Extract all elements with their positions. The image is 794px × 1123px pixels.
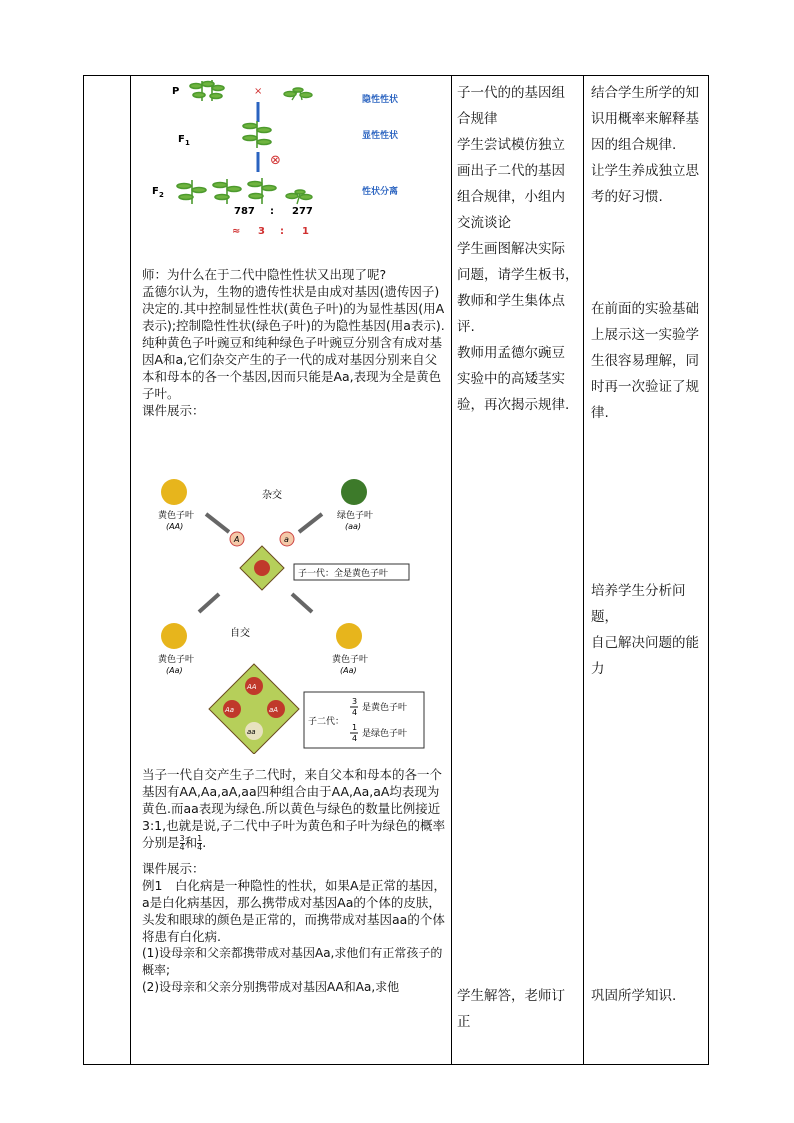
intent-line: 培养学生分析问题， xyxy=(591,583,686,625)
activity-line: 学生尝试模仿独立 xyxy=(457,137,565,153)
activity-line: 交流谈论 xyxy=(457,215,511,231)
svg-text:a: a xyxy=(284,535,289,544)
svg-text::: : xyxy=(280,226,284,236)
activity-line: 学生画图解决实际 xyxy=(457,241,565,257)
svg-text:子一代：全是黄色子叶: 子一代：全是黄色子叶 xyxy=(298,569,389,579)
intent-line: 识用概率来解释基 xyxy=(591,111,699,127)
intent-line: 因的组合规律. xyxy=(591,137,677,153)
activity-line: 评. xyxy=(457,319,475,335)
fraction: $\frac{1}{4}$ xyxy=(197,834,203,852)
f2-paragraph: 当子一代自交产生子二代时，来自父本和母本的各一个基因有AA,Aa,aA,aa四种组合由于AA,Aa,aA均表现为黄色.而aa表现为绿色.所以黄色与绿色的数量比例接近3:1,也就是说,子二代中子叶为黄色和子叶为绿色的概率分别是 $\frac{3}{4}$ 和 $\frac{1}{4}$ . xyxy=(142,767,446,852)
activity-line: 问题，请学生板书， xyxy=(457,267,579,283)
courseware-label: 课件展示： xyxy=(142,861,205,876)
dominant-trait-label: 显性性状 xyxy=(362,131,399,141)
column-divider xyxy=(583,76,584,1064)
intent-line: 在前面的实验基础 xyxy=(591,301,699,317)
arrow-icon xyxy=(206,514,229,532)
intent-line: 生很容易理解，同 xyxy=(591,353,699,369)
svg-text:3: 3 xyxy=(352,697,358,706)
svg-text:(AA): (AA) xyxy=(166,522,184,531)
svg-text:2: 2 xyxy=(159,191,164,199)
activity-line: 画出子二代的基因 xyxy=(457,163,565,179)
ratio-recessive: 1 xyxy=(302,226,309,236)
cotyledon-cross-figure xyxy=(144,464,444,754)
intent-line: 结合学生所学的知 xyxy=(591,85,699,101)
lesson-table xyxy=(83,75,709,1065)
example-1: 例1 白化病是一种隐性的性状，如果A是正常的基因，a是白化病基因，那么携带成对基因Aa的个体的皮肤，头发和眼球的颜色是正常的，而携带成对基因aa的个体将患有白化病. xyxy=(142,878,447,944)
activity-line: 验，再次揭示规律. xyxy=(457,397,570,413)
svg-text:AA: AA xyxy=(247,683,257,691)
activity-line: 子一代的的基因组 xyxy=(457,85,565,101)
activity-line: 教师用孟德尔豌豆 xyxy=(457,345,565,361)
segregation-label: 性状分离 xyxy=(362,187,399,197)
short-plant-icon xyxy=(286,190,312,204)
ratio-dominant: 3 xyxy=(258,226,265,236)
arrow-icon xyxy=(292,594,312,612)
intent-line: 力 xyxy=(591,661,605,677)
recessive-trait-label: 隐性性状 xyxy=(362,95,399,105)
intent-line: 上展示这一实验学 xyxy=(591,327,699,343)
intent-line: 自己解决问题的能 xyxy=(591,635,699,651)
question-2: (2)设母亲和父亲分别携带成对基因AA和Aa,求他 xyxy=(142,980,400,994)
yellow-seed-icon xyxy=(161,623,187,649)
yellow-seed-icon xyxy=(161,479,187,505)
svg-text:(Aa): (Aa) xyxy=(166,666,183,675)
cross-symbol: × xyxy=(254,86,263,97)
intent-line: 巩固所学知识. xyxy=(591,988,677,1004)
arrow-icon xyxy=(199,594,219,612)
activity-line: 教师和学生集体点 xyxy=(457,293,565,309)
svg-text:是黄色子叶: 是黄色子叶 xyxy=(362,703,408,713)
courseware-label: 课件展示： xyxy=(142,403,205,418)
mendel-paragraph: 孟德尔认为，生物的遗传性状是由成对基因(遗传因子)决定的.其中控制显性性状(黄色子叶)的为显性基因(用A表示);控制隐性性状(绿色子叶)的为隐性基因(用a表示).纯种黄色子叶豌豆和纯种绿色子叶豌豆分别含有成对基因A和a,它们杂交产生的子一代的成对基因分别来自父本和母本的各一个基因,因而只能是Aa,表现为全是黄色子叶。 xyxy=(142,284,445,401)
short-plant-icon xyxy=(284,88,312,100)
svg-text:aa: aa xyxy=(247,728,256,736)
explanation-block-2 xyxy=(142,766,448,996)
tall-plant-icon xyxy=(243,121,271,148)
tall-plant-icon xyxy=(190,80,224,101)
count-dominant: 787 xyxy=(234,206,255,217)
column-divider xyxy=(130,76,131,1064)
svg-text:绿色子叶: 绿色子叶 xyxy=(337,511,374,521)
question-1: (1)设母亲和父亲都携带成对基因Aa,求他们有正常孩子的概率; xyxy=(142,946,443,977)
cross-title: 杂交 xyxy=(262,490,282,501)
svg-text:Aa: Aa xyxy=(225,706,235,714)
green-seed-icon xyxy=(341,479,367,505)
svg-text:1: 1 xyxy=(352,723,358,732)
svg-text::: : xyxy=(270,206,274,217)
pea-height-experiment-figure xyxy=(142,76,452,236)
intent-line: 律. xyxy=(591,405,609,421)
p-label: P xyxy=(172,86,180,97)
self-cross-title: 自交 xyxy=(230,628,250,639)
intent-line: 让学生养成独立思 xyxy=(591,163,699,179)
svg-text:(Aa): (Aa) xyxy=(340,666,357,675)
svg-text:≈: ≈ xyxy=(232,226,241,236)
arrow-icon xyxy=(299,514,322,532)
activity-line: 合规律 xyxy=(457,111,498,127)
activity-line: 实验中的高矮茎实 xyxy=(457,371,565,387)
svg-text:(aa): (aa) xyxy=(345,522,362,531)
activity-line: 组合规律，小组内 xyxy=(457,189,565,205)
svg-text:子二代：: 子二代： xyxy=(308,717,345,727)
yellow-seed-icon xyxy=(336,623,362,649)
svg-text:是绿色子叶: 是绿色子叶 xyxy=(362,729,408,739)
f1-label: F xyxy=(178,134,185,145)
svg-text:黄色子叶: 黄色子叶 xyxy=(332,655,369,665)
self-cross-symbol: ⊗ xyxy=(270,153,281,168)
activity-line: 学生解答，老师订 xyxy=(457,988,565,1004)
explanation-block xyxy=(142,266,448,419)
intent-line: 考的好习惯. xyxy=(591,189,663,205)
svg-text:4: 4 xyxy=(352,708,358,717)
svg-text:1: 1 xyxy=(185,139,190,147)
activity-line: 正 xyxy=(457,1014,471,1030)
intent-line: 时再一次验证了规 xyxy=(591,379,699,395)
f2-label: F xyxy=(152,186,159,197)
tall-plant-icon xyxy=(177,178,276,204)
teacher-question: 师：为什么在于二代中隐性性状又出现了呢? xyxy=(142,267,387,282)
svg-text:aA: aA xyxy=(269,706,279,714)
svg-text:黄色子叶: 黄色子叶 xyxy=(158,511,195,521)
svg-text:黄色子叶: 黄色子叶 xyxy=(158,655,195,665)
svg-text:A: A xyxy=(234,535,240,544)
svg-text:4: 4 xyxy=(352,734,358,743)
count-recessive: 277 xyxy=(292,206,313,217)
fraction: $\frac{3}{4}$ xyxy=(179,834,185,852)
